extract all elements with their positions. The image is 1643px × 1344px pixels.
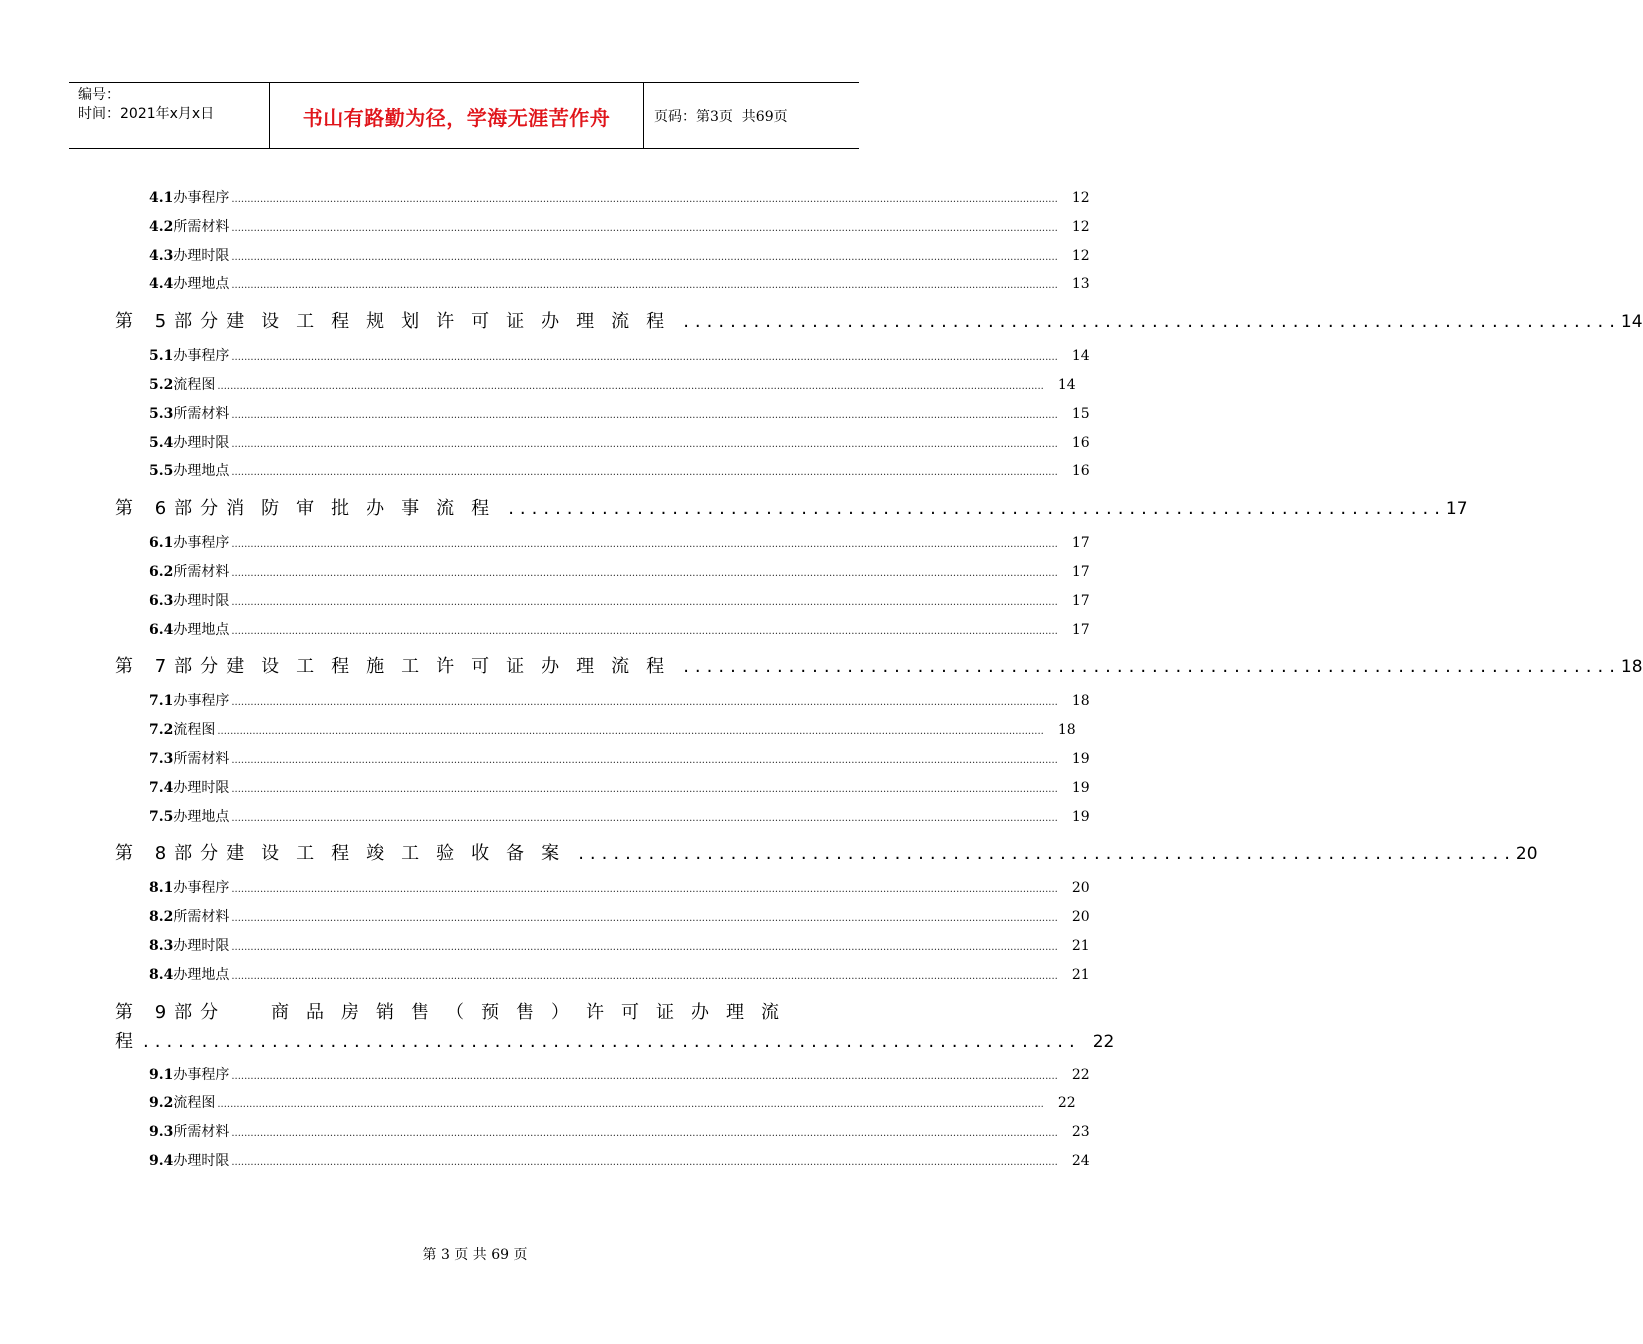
toc-entry [149, 907, 1090, 927]
toc-entry-title: 办理地点 [173, 621, 230, 638]
toc-entry [149, 1151, 1090, 1171]
toc-part-label: 第 6部分 [115, 498, 227, 520]
toc-leader-dots: .................................................................................................................................................................................................................................................................... [217, 726, 1044, 738]
toc-entry-number: 7.5 [149, 808, 174, 825]
toc-leader-dots: .................................................................................................................................................................................................................................................................... [231, 1070, 1058, 1082]
toc-entry-page: 19 [1071, 751, 1090, 767]
toc-entry-page: 24 [1071, 1153, 1090, 1169]
toc-entry [149, 461, 1090, 481]
toc-entry [149, 1065, 1090, 1085]
toc-part-title: 消防审批办事流程 [226, 498, 507, 520]
toc-entry-page: 12 [1071, 190, 1090, 206]
toc-leader-dots: .................................................................................................................................................................................................................................................................... [231, 409, 1058, 421]
toc-entry-number: 9.3 [149, 1124, 174, 1141]
toc-entry-number: 9.2 [149, 1095, 174, 1112]
toc-entry [149, 620, 1090, 640]
toc-entry-title: 流程图 [173, 377, 216, 393]
toc-entry-number: 5.5 [149, 463, 174, 480]
toc-entry-title: 所需材料 [173, 218, 230, 235]
toc-leader-dots: .................................................................................................................................................................................................................................................................... [231, 970, 1058, 982]
toc-part-title-continued: 程 [115, 1030, 133, 1052]
toc-entry [149, 246, 1090, 266]
toc-entry-title: 办理地点 [173, 966, 230, 983]
toc-entry-page: 17 [1071, 535, 1090, 552]
toc-part-heading [115, 841, 1538, 867]
toc-entry-page: 17 [1071, 621, 1090, 638]
header-motto: 书山有路勤为径，学海无涯苦作舟 [302, 105, 611, 130]
toc-leader-dots: .................................................................................................................................................................................................................................................................... [217, 1099, 1044, 1111]
toc-leader-dots: .................................................................................................................................................................................................................................................................... [217, 381, 1044, 392]
toc-part-line [115, 1000, 801, 1029]
toc-entry [149, 533, 1090, 553]
toc-entry-number: 7.4 [149, 779, 174, 796]
toc-entry-page: 17 [1071, 564, 1090, 580]
toc-entry-number: 6.3 [149, 592, 174, 609]
toc-entry-page: 22 [1057, 1095, 1076, 1112]
toc-entry [149, 375, 1076, 395]
toc-entry [149, 691, 1090, 711]
toc-leader-dots: .................................................................................................................................................................................................................................................................... [231, 755, 1058, 766]
toc-part-page: 20 [1515, 844, 1538, 865]
header-page-cell [644, 83, 859, 149]
toc-leader-dots: .................................................................................................................................................................................................................................................................... [231, 194, 1058, 205]
toc-entry-number: 4.3 [149, 247, 174, 264]
toc-entry [149, 878, 1090, 898]
toc-entry-page: 18 [1071, 693, 1090, 710]
toc-entry [149, 188, 1090, 208]
toc-entry-number: 8.1 [149, 880, 174, 897]
toc-entry [149, 562, 1090, 582]
toc-entry-title: 办理时限 [173, 779, 230, 796]
toc-entry-title: 办事程序 [173, 348, 230, 365]
toc-entry-page: 21 [1071, 966, 1090, 983]
toc-leader-dots: .................................................................................................................................................................................................................................................................... [231, 280, 1058, 292]
toc-leader-dots: .................................................................................................................................................................................................................................................................... [231, 625, 1058, 637]
toc-entry [149, 404, 1090, 424]
toc-part-page: 22 [1092, 1031, 1115, 1052]
toc-entry-title: 所需材料 [173, 1124, 230, 1141]
toc-leader-dots: .................................................................................................................................................................................................................................................................... [231, 568, 1058, 579]
toc-part-label: 第 5部分 [115, 311, 227, 333]
toc-entry-number: 6.4 [149, 621, 174, 638]
toc-entry-number: 8.3 [149, 938, 174, 954]
header-motto-cell [270, 83, 644, 149]
toc-entry-number: 4.1 [149, 190, 174, 206]
toc-entry-title: 办事程序 [173, 535, 230, 552]
toc-entry-page: 13 [1071, 276, 1090, 293]
toc-entry [149, 217, 1090, 237]
toc-entry-title: 办理时限 [173, 247, 230, 264]
toc-entry-page: 20 [1071, 880, 1090, 897]
toc-entry-title: 所需材料 [173, 751, 230, 767]
toc-leader-dots: .................................................................................................................................................................................................................................................................... [231, 783, 1058, 795]
toc-entry-title: 办理地点 [173, 463, 230, 480]
toc-entry [149, 778, 1090, 798]
toc-part-label: 第 7部分 [115, 656, 227, 678]
toc-part-heading [115, 496, 1468, 522]
toc-entry-page: 19 [1071, 779, 1090, 796]
toc-entry [149, 1122, 1090, 1142]
toc-entry [149, 807, 1090, 827]
toc-part-label: 第 9部分 [115, 1001, 227, 1023]
toc-entry-page: 18 [1057, 722, 1076, 739]
toc-leader-dots: .................................................................................................................................................................................................................................................................... [231, 596, 1058, 608]
toc-entry-number: 8.4 [149, 966, 174, 983]
toc-entry-page: 21 [1071, 938, 1090, 954]
toc-leader-dots: .................................................................................................................................................................................................................................................................... [231, 539, 1058, 551]
toc-entry [149, 749, 1090, 769]
toc-entry-title: 办理地点 [173, 276, 230, 293]
toc-leader-dots: .................................................................................................................................................................................................................................................................... [231, 438, 1058, 450]
toc-leader-dots: .................................................................................................................................................................................................................................................................... [231, 913, 1058, 925]
toc-entry-title: 办事程序 [173, 693, 230, 710]
toc-entry-page: 14 [1057, 377, 1076, 393]
toc-entry-number: 4.2 [149, 218, 174, 235]
toc-entry-number: 5.3 [149, 405, 174, 422]
toc-entry-title: 办理时限 [173, 434, 230, 451]
toc-entry [149, 720, 1076, 740]
toc-entry-title: 流程图 [173, 722, 216, 739]
toc-entry-page: 20 [1071, 909, 1090, 926]
toc-part-title: 建设工程规划许可证办理流程 [226, 311, 682, 333]
toc-entry-page: 23 [1071, 1124, 1090, 1141]
toc-entry-number: 7.1 [149, 693, 174, 710]
toc-entry-title: 所需材料 [173, 564, 230, 580]
toc-part-line [115, 1029, 1115, 1055]
toc-entry-title: 办理时限 [173, 1153, 230, 1169]
toc-entry [149, 346, 1090, 366]
toc-entry-number: 7.2 [149, 722, 174, 739]
toc-leader-dots: ................................................................................ [508, 498, 1446, 520]
toc-entry-page: 12 [1071, 218, 1090, 235]
toc-entry-page: 14 [1071, 348, 1090, 365]
toc-leader-dots: .................................................................................................................................................................................................................................................................... [231, 222, 1058, 234]
toc-part-page: 17 [1445, 499, 1468, 520]
toc-entry-number: 5.1 [149, 348, 174, 365]
toc-entry-title: 办事程序 [173, 190, 230, 206]
toc-entry [149, 274, 1090, 294]
toc-entry-title: 所需材料 [173, 909, 230, 926]
toc-entry [149, 591, 1090, 611]
toc-entry-title: 办理时限 [173, 938, 230, 954]
toc-entry-page: 17 [1071, 592, 1090, 609]
toc-leader-dots: ................................................................................ [683, 656, 1621, 678]
toc-entry-page: 15 [1071, 405, 1090, 422]
toc-entry [149, 433, 1090, 453]
toc-entry-number: 6.2 [149, 564, 174, 580]
toc-entry-title: 办事程序 [173, 880, 230, 897]
toc-entry-page: 22 [1071, 1066, 1090, 1083]
toc-entry-title: 所需材料 [173, 405, 230, 422]
toc-entry [149, 965, 1090, 985]
toc-part-label: 第 8部分 [115, 843, 227, 865]
toc-leader-dots: .................................................................................................................................................................................................................................................................... [231, 1157, 1058, 1168]
header-meta [69, 83, 270, 149]
toc-entry-number: 9.1 [149, 1066, 174, 1083]
toc-part-title: 商品房销售（预售）许可证办理流 [271, 1001, 796, 1023]
toc-entry-page: 19 [1071, 808, 1090, 825]
toc-entry [149, 1093, 1076, 1113]
toc-entry [149, 936, 1090, 956]
toc-leader-dots: .................................................................................................................................................................................................................................................................... [231, 697, 1058, 709]
header-page-info: 页码：第3页 共69页 [654, 109, 788, 125]
toc-entry-page: 12 [1071, 247, 1090, 264]
toc-entry-title: 办理地点 [173, 808, 230, 825]
toc-leader-dots: ................................................................................ [578, 843, 1516, 865]
toc-leader-dots: .................................................................................................................................................................................................................................................................... [231, 812, 1058, 824]
toc-entry-page: 16 [1071, 463, 1090, 480]
toc-entry-number: 7.3 [149, 751, 174, 767]
page-header [69, 82, 859, 149]
toc-leader-dots: ................................................................................ [683, 311, 1621, 333]
toc-entry-number: 5.2 [149, 377, 174, 393]
toc-entry-page: 16 [1071, 434, 1090, 451]
toc-entry-number: 4.4 [149, 276, 174, 293]
toc-part-page: 14 [1620, 312, 1643, 333]
toc-leader-dots: .................................................................................................................................................................................................................................................................... [231, 467, 1058, 479]
toc-leader-dots: .................................................................................................................................................................................................................................................................... [231, 942, 1058, 953]
toc-entry-number: 9.4 [149, 1153, 174, 1169]
toc-part-page: 18 [1620, 657, 1643, 678]
toc-entry-title: 流程图 [173, 1095, 216, 1112]
document-number-label: 编号： [78, 87, 120, 103]
toc-part-heading [115, 309, 1643, 335]
toc-part-title: 建设工程竣工验收备案 [226, 843, 577, 865]
toc-entry-title: 办事程序 [173, 1066, 230, 1083]
toc-entry-number: 8.2 [149, 909, 174, 926]
toc-entry-title: 办理时限 [173, 592, 230, 609]
toc-leader-dots: .................................................................................................................................................................................................................................................................... [231, 251, 1058, 263]
toc-entry-number: 6.1 [149, 535, 174, 552]
toc-part-title: 建设工程施工许可证办理流程 [226, 656, 682, 678]
toc-part-heading [115, 1000, 1115, 1055]
toc-leader-dots: .................................................................................................................................................................................................................................................................... [231, 1128, 1058, 1140]
toc-part-heading [115, 654, 1643, 680]
toc-leader-dots: ................................................................................ [143, 1030, 1081, 1052]
toc-entry-number: 5.4 [149, 434, 174, 451]
document-date: 时间：2021年x月x日 [78, 106, 215, 122]
toc-leader-dots: .................................................................................................................................................................................................................................................................... [231, 352, 1058, 364]
page-footer: 第 3 页 共 69 页 [422, 1247, 528, 1263]
toc-leader-dots: .................................................................................................................................................................................................................................................................... [231, 884, 1058, 896]
